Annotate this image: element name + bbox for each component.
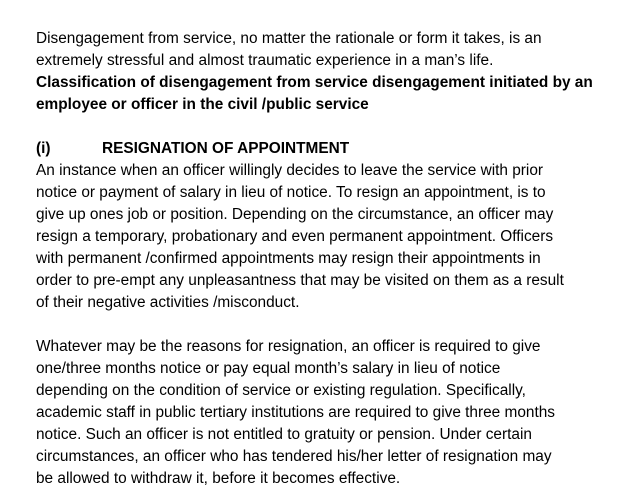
paragraph-line: resign a temporary, probationary and even permanent appointment. Officers	[36, 228, 554, 245]
paragraph-line: one/three months notice or pay equal month’s salary in lieu of notice	[36, 360, 501, 377]
paragraph-line: Whatever may be the reasons for resignation, an officer is required to give	[36, 338, 541, 355]
paragraph-line: depending on the condition of service or existing regulation. Specifically,	[36, 382, 526, 399]
classification-heading	[36, 72, 611, 116]
paragraph-line: be allowed to withdraw it, before it becomes effective.	[36, 470, 401, 487]
section-heading	[36, 138, 611, 160]
classification-line: Classification of disengagement from service disengagement initiated by an	[36, 74, 593, 91]
paragraph-line: An instance when an officer willingly decides to leave the service with prior	[36, 162, 544, 179]
section-title: RESIGNATION OF APPOINTMENT	[102, 140, 350, 157]
intro-paragraph	[36, 28, 611, 72]
slide-body	[36, 28, 611, 490]
paragraph-line: give up ones job or position. Depending on the circumstance, an officer may	[36, 206, 554, 223]
paragraph-line: order to pre-empt any unpleasantness that may be visited on them as a result	[36, 272, 564, 289]
section-number: (i)	[36, 140, 51, 157]
paragraph-line: notice or payment of salary in lieu of notice. To resign an appointment, is to	[36, 184, 546, 201]
spacer	[36, 314, 611, 336]
paragraph-line: circumstances, an officer who has tendered his/her letter of resignation may	[36, 448, 552, 465]
notice-paragraph	[36, 336, 611, 490]
resignation-paragraph	[36, 160, 611, 314]
intro-line: extremely stressful and almost traumatic experience in a man’s life.	[36, 52, 494, 69]
intro-line: Disengagement from service, no matter the rationale or form it takes, is an	[36, 30, 542, 47]
paragraph-line: with permanent /confirmed appointments may resign their appointments in	[36, 250, 541, 267]
paragraph-line: academic staff in public tertiary institutions are required to give three months	[36, 404, 555, 421]
paragraph-line: of their negative activities /misconduct.	[36, 294, 300, 311]
paragraph-line: notice. Such an officer is not entitled to gratuity or pension. Under certain	[36, 426, 532, 443]
spacer	[36, 116, 611, 138]
classification-line: employee or officer in the civil /public service	[36, 96, 369, 113]
